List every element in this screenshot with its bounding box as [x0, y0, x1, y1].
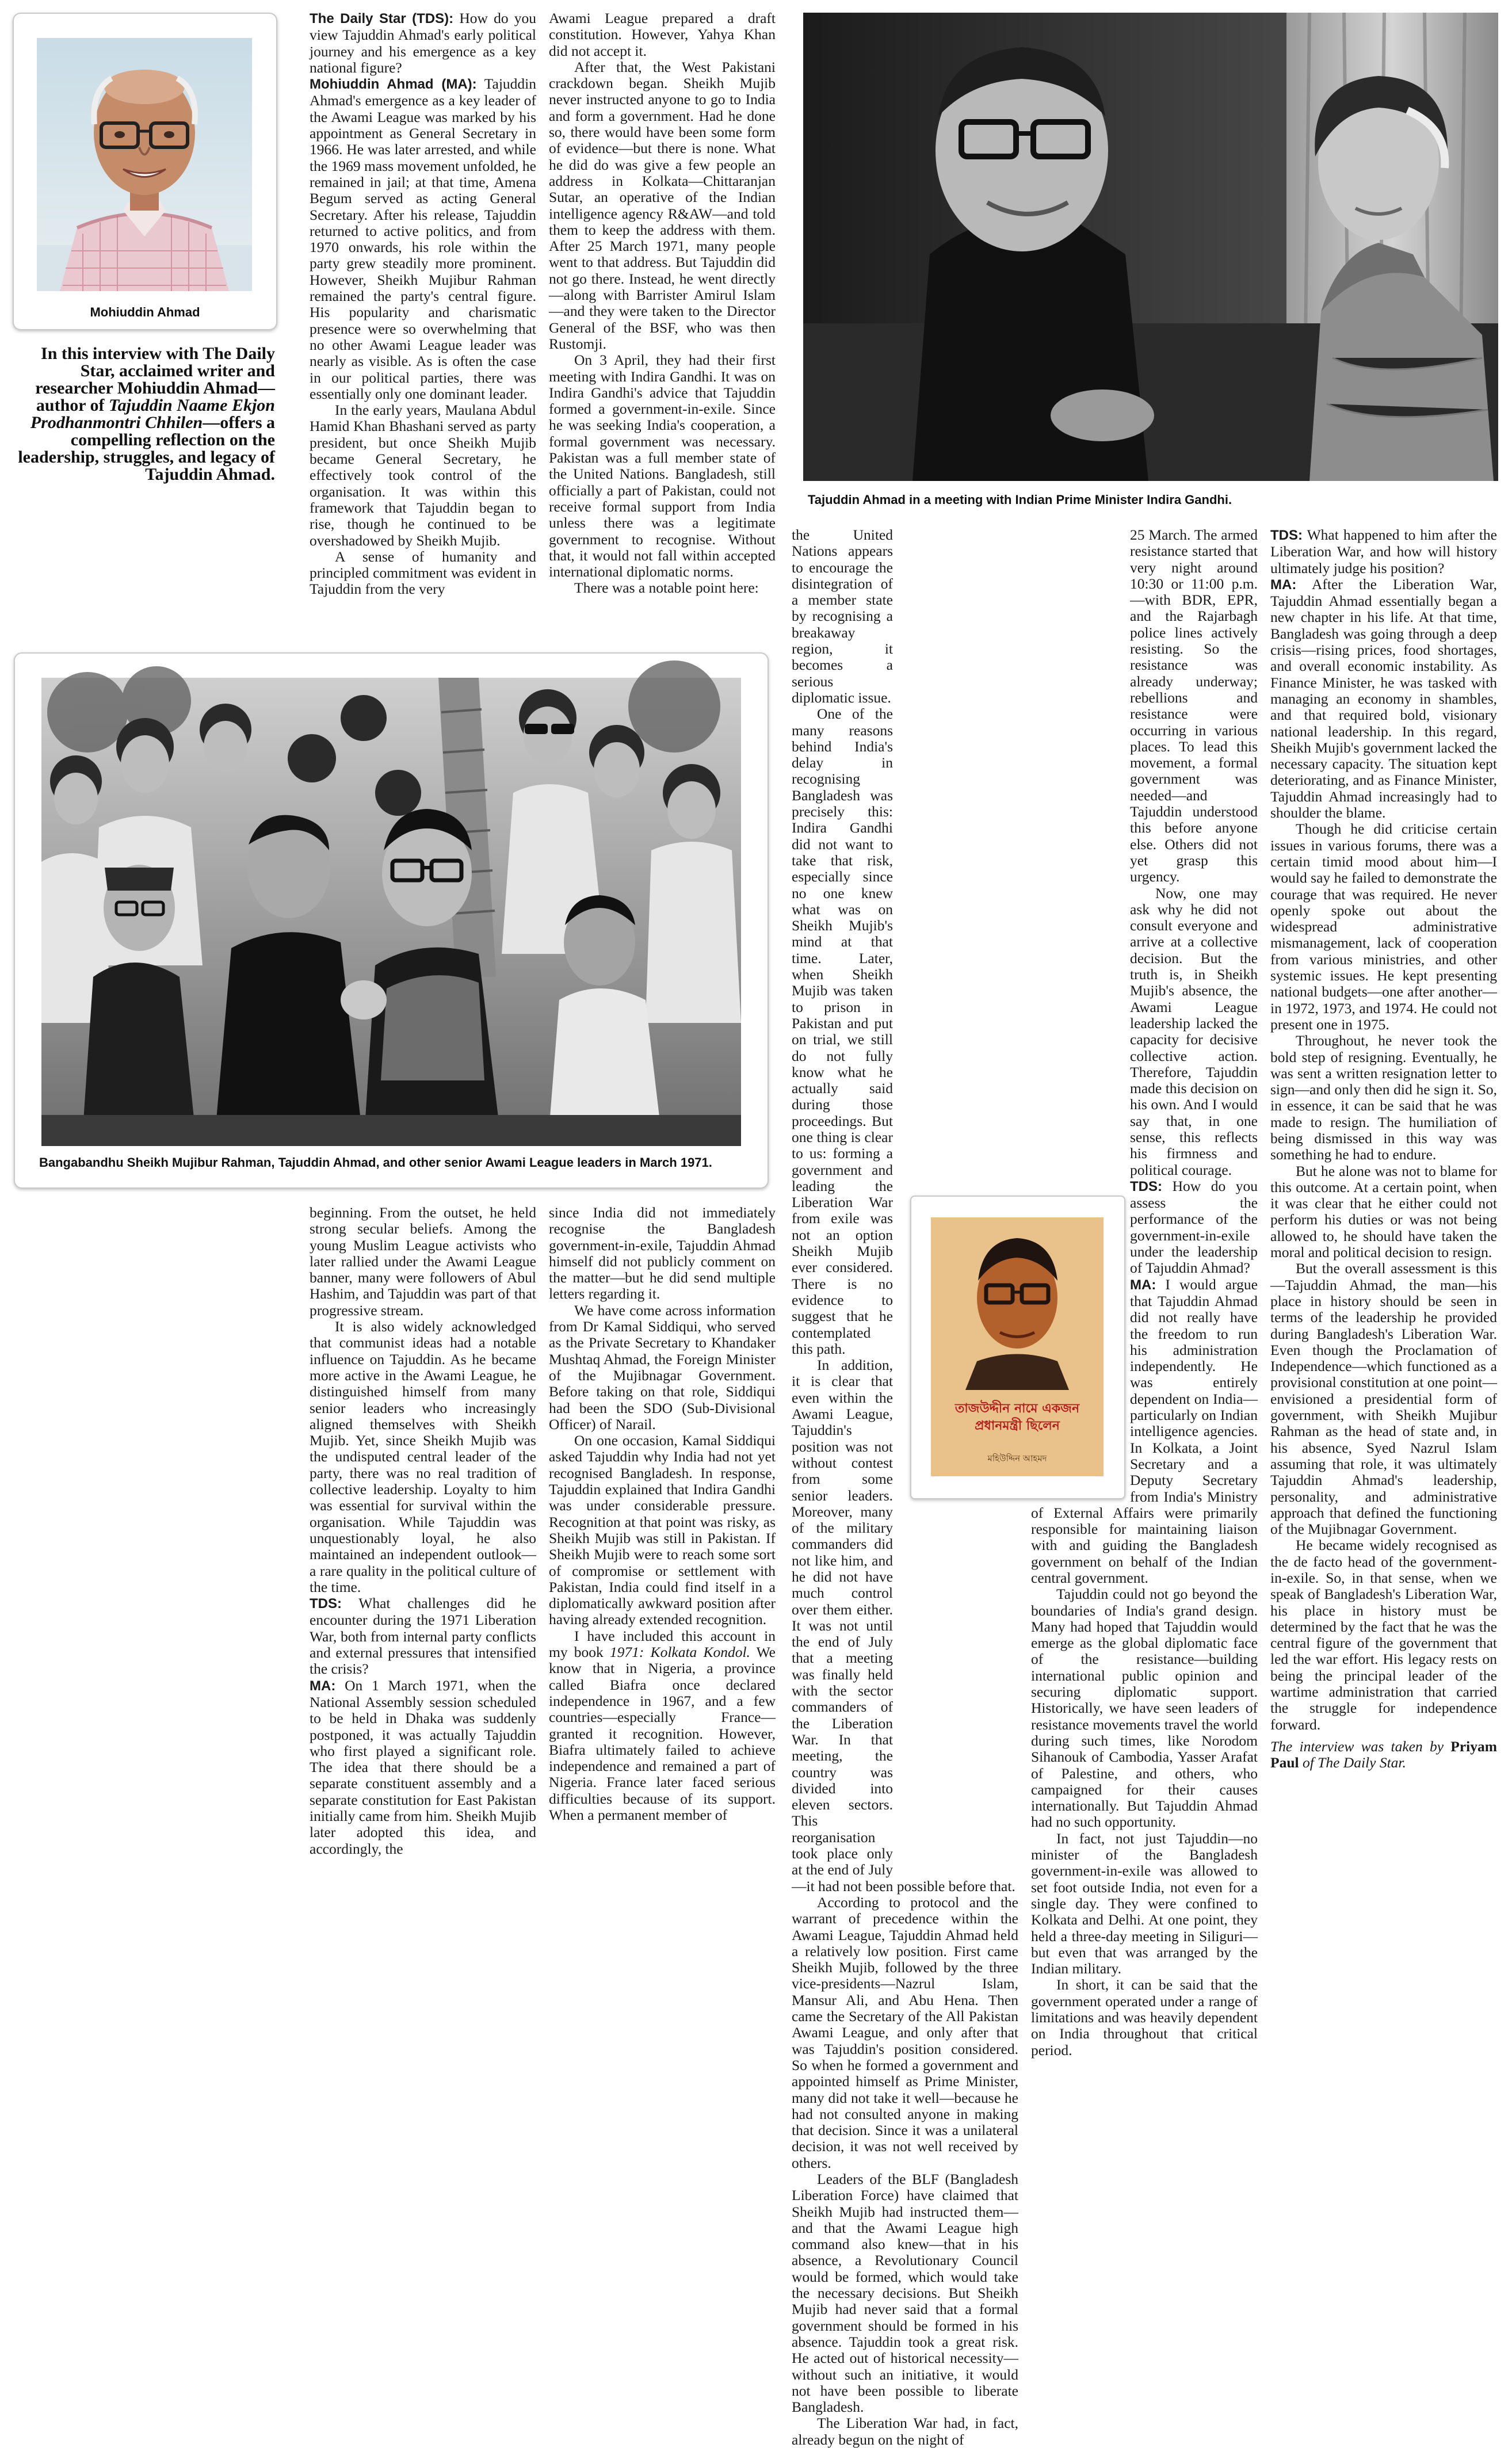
intro-text-before: In this interview with The Daily Star, acclaimed writer and researcher Mohiuddin Ahmad—author of — [35, 344, 275, 415]
col3-p2: One of the many reasons behind India's delay in recognising Bangladesh was precisely this: Indira Gandhi did not want to take that risk, especially since no one knew what was on Sheikh Mujib's mind at that time. Later, when Sheikh Mujib was taken to prison in Pakistan and put on trial, we still do not fully know what he actually said during those proceedings. But one thing is clear to us: forming a government and leading the Liberation War from exile was not an option Sheikh Mujib ever considered. There is no evidence to suggest that he contemplated this path. — [792, 705, 893, 1357]
col2-top-p2: After that, the West Pakistani crackdown began. Sheikh Mujib never instructed anyone to go to India and form a government. Had he done so, there would have been some form of evidence—but there is none. What he did do was give a few people an address in Kolkata—Chittaranjan Sutar, an operative of the Indian intelligence agency R&AW—and told them to keep the address with them. After 25 March 1971, many people went to that address. But Tajuddin did not go there. Instead, he went directly—along with Barrister Amirul Islam—and they were taken to the Director General of the BSF, who was then Rustomji. — [549, 58, 776, 352]
col3-p1: the United Nations appears to encourage the disintegration of a member state by recognising a breakaway region, it becomes a serious diplomatic issue. — [792, 526, 893, 706]
portrait-caption: Mohiuddin Ahmad — [90, 305, 200, 319]
tajuddin-indira-photo — [803, 13, 1498, 481]
intro-text-after: —offers a compelling reflection on the leadership, struggles, and legacy of Tajuddin Ahmad. — [18, 413, 275, 484]
col2-bottom-p4-before: I have included this account in my book — [549, 1627, 776, 1661]
portrait-image — [37, 38, 252, 291]
col2-bottom-p2: We have come across information from Dr Kamal Siddiqui, who served as the Private Secretary to Khandaker Mushtaq Ahmad, the Foreign Minister of the Mujibnagar Government. Before taking on that role, Siddiqui had been the SDO (Sub-Divisional Officer) of Narail. — [549, 1301, 776, 1433]
a4-speaker: MA: — [1270, 576, 1297, 593]
col4-p5: In fact, not just Tajuddin—no minister of the Bangladesh government-in-exile was allowed to set foot outside India, not even for a single day. They were confined to Kolkata and Delhi. At one point, they held a three-day meeting in Siliguri—but even that was arranged by the Indian military. — [1031, 1830, 1258, 1977]
article-col4 — [1031, 526, 1258, 2059]
q1-text: How do you view Tajuddin Ahmad's early political journey and his emergence as a key national figure? — [310, 10, 537, 76]
book-cover-author: মহিউদ্দিন আহমদ — [987, 1453, 1047, 1464]
group-photo-caption: Bangabandhu Sheikh Mujibur Rahman, Tajuddin Ahmad, and other senior Awami League leaders in March 1971. — [39, 1155, 712, 1170]
col4-p2: Now, one may ask why he did not consult everyone and arrive at a collective decision. But the truth is, in Sheikh Mujib's absence, the Awami League leadership lacked the capacity for decisive collective action. Therefore, Tajuddin made this decision on his own. And I would say that, in one sense, this reflects his firmness and political courage. — [1130, 884, 1258, 1178]
col4-p4: Tajuddin could not go beyond the boundaries of India's grand design. Many had hoped that Tajuddin would emerge as the global diplomatic face of the resistance—building international public opinion and securing diplomatic support. Historically, we have seen leaders of resistance movements travel the world during such times, like Norodom Sihanouk of Cambodia, Yasser Arafat of Palestine, and others, who campaigned for their causes internationally. But Tajuddin Ahmad had no such opportunity. — [1031, 1586, 1258, 1831]
a3-text: I would argue that Tajuddin Ahmad did not really have the freedom to run his administration independently. He was entirely dependent on India—particularly on Indian intelligence agencies. In Kolkata, a Joint Secretary and a Deputy Secretary from India's Ministry of External Affairs were primarily responsible for maintaining liaison with and guiding the Bangladesh government on behalf of the Indian central government. — [1031, 1275, 1258, 1586]
q4-speaker: TDS: — [1270, 528, 1303, 543]
intro-text — [7, 345, 275, 483]
col4-p1: 25 March. The armed resistance started that very night around 10:30 or 11:00 p.m.—with BDR, EPR, and the Rajarbagh police lines actively resisting. So the resistance was already underway; rebellions and resistance were occurring in various places. To lead this movement, a formal government was needed—and Tajuddin understood this before anyone else. Others did not yet grasp this urgency. — [1130, 526, 1258, 885]
a3-speaker: MA: — [1130, 1277, 1156, 1293]
col1-bottom-p1: beginning. From the outset, he held strong secular beliefs. Among the young Muslim League activists who later rallied under the Awami League banner, many were followers of Abul Hashim, and Tajuddin was part of that progressive stream. — [310, 1204, 536, 1319]
tajuddin-indira-image — [803, 13, 1498, 481]
a2-speaker: MA: — [310, 1678, 336, 1694]
group-photo-card — [14, 652, 769, 1189]
col3-p3: In addition, it is clear that even within the Awami League, Tajuddin's position was not without contest from some senior leaders. Moreover, many of the military commanders did not like him, and he did not have much control over them either. It was not until the end of July that a meeting was finally held with the sector commanders of the Liberation War. In that meeting, the country was divided into eleven sectors. This reorganisation took place only at the end of July—it had not been possible before that. — [792, 1357, 1015, 1895]
col2-bottom-p4-after: We know that in Nigeria, a province called Biafra once declared independence in 1967, and a few countries—especially France—granted it recognition. However, Biafra ultimately failed to achieve independence and remained a part of Nigeria. France later faced serious difficulties because of its support. When a permanent member of — [549, 1644, 776, 1823]
article-col2-top — [549, 10, 776, 603]
col1-top-p2: In the early years, Maulana Abdul Hamid Khan Bhashani served as party president, but once Sheikh Mujib became General Secretary, he effectively took control of the organisation. It was within this framework that Tajuddin began to rise, though he continued to be overshadowed by Sheikh Mujib. — [310, 402, 536, 549]
col2-bottom-p1: since India did not immediately recognise the Bangladesh government-in-exile, Tajuddin Ahmad himself did not publicly comment on the matter—but he did send multiple letters regarding it. — [549, 1204, 776, 1303]
col5-p6: He became widely recognised as the de facto head of the government-in-exile. So, in that sense, when we speak of Bangladesh's Liberation War, his place in history must be determined by the fact that he was the central figure of the government that led the war effort. His legacy rests on being the principal leader of the wartime administration that carried the struggle for independence forward. — [1270, 1537, 1497, 1733]
col5-p5: But the overall assessment is this—Tajuddin Ahmad, the man—his place in history should be seen in terms of the leadership he provided during Bangladesh's Liberation War. Even though the Proclamation of Independence—which functioned as a provisional constitution at one point—envisioned a presidential form of government, with Sheikh Mujibur Rahman as the head of state and, in his absence, Syed Nazrul Islam assuming that role, it was ultimately Tajuddin Ahmad's leadership, personality, and administrative approach that defined the functioning of the Mujibnagar Government. — [1270, 1260, 1497, 1538]
col2-top-p4: There was a notable point here: — [574, 579, 759, 597]
q1-speaker: The Daily Star (TDS): — [310, 11, 454, 26]
article-col3 — [792, 526, 1018, 2448]
col1-bottom-p2: It is also widely acknowledged that communist ideas had a notable influence on Tajuddin. As he became more active in the Awami League, he distinguished himself from many senior leaders who increasingly aligned themselves with Sheikh Mujib. Yet, since Sheikh Mujib was the undisputed central leader of the party, there was no real tradition of collective leadership. Loyalty to him was essential for survival within the organisation. While Tajuddin was unquestionably loyal, he also maintained an independent outlook—a rare quality in the political culture of the time. — [310, 1318, 536, 1595]
group-image — [41, 678, 741, 1146]
credit-before: The interview was taken by — [1270, 1737, 1444, 1755]
credit-name: Priyam Paul — [1270, 1737, 1497, 1771]
col3-p6: The Liberation War had, in fact, already begun on the night of — [792, 2415, 1018, 2448]
col3-p4: According to protocol and the warrant of precedence within the Awami League, Tajuddin Ahmad held a relatively low position. First came Sheikh Mujib, followed by the three vice-presidents—Nazrul Islam, Mansur Ali, and Abu Hena. Then came the Secretary of the All Pakistan Awami League, and only after that was Tajuddin's position considered. So when he formed a government and appointed himself as Prime Minister, many did not take it well—because he had not consulted anyone in making that decision. Since it was a unilateral decision, it was not well received by others. — [792, 1893, 1018, 2171]
group-photo — [41, 678, 741, 1146]
q2-text: What challenges did he encounter during the 1971 Liberation War, both from internal party conflicts and external pressures that intensified the crisis? — [310, 1595, 536, 1678]
col4-p6: In short, it can be said that the government operated under a range of limitations and was heavily dependent on India throughout that critical period. — [1031, 1976, 1258, 2059]
tajuddin-indira-caption: Tajuddin Ahmad in a meeting with Indian Prime Minister Indira Gandhi. — [808, 492, 1232, 507]
intro-book-title: Tajuddin Naame Ekjon Prodhanmontri Chhilen — [30, 396, 275, 432]
kolkata-kondol-title: 1971: Kolkata Kondol. — [609, 1644, 750, 1661]
col1-top-p3: A sense of humanity and principled commitment was evident in Tajuddin from the very — [310, 548, 536, 598]
portrait-photo — [37, 38, 252, 291]
col5-p2: Though he did criticise certain issues in various forums, there was a certain timid mood about him—I would say he failed to demonstrate the courage that was required. He never openly spoke out about the widespread administrative mismanagement, lack of cooperation from various ministries, and other systemic issues. He kept presenting national budgets—one after another—in 1972, 1973, and 1974. He could not present one in 1975. — [1270, 820, 1497, 1033]
col5-p3: Throughout, he never took the bold step of resigning. Eventually, he was sent a written resignation letter to sign—and only then did he sign it. So, in essence, it can be said that he was made to resign. The humiliation of being dismissed in this way was something he had to endure. — [1270, 1032, 1497, 1163]
a1-text: Tajuddin Ahmad's emergence as a key leader of the Awami League was marked by his appointment as General Secretary in 1966. He was later arrested, and while the 1969 mass movement unfolded, he remained in jail; at that time, Amena Begum served as acting General Secretary. After his release, Tajuddin returned to active politics, and from 1970 onwards, his role within the party grew steadily more prominent. However, Sheikh Mujibur Rahman remained the party's central figure. His popularity and charismatic presence were so overwhelming that no other Awami League leader was nearly as visible. As is often the case in our political parties, there was essentially only one dominant leader. — [310, 75, 537, 402]
col3-p5: Leaders of the BLF (Bangladesh Liberation Force) have claimed that Sheikh Mujib had instructed them—and that the Awami League high command also knew—that in his absence, a Revolutionary Council would be formed, which would take the necessary decisions. But Sheikh Mujib had never said that a formal government should be formed in his absence. Tajuddin took a great risk. He acted out of historical necessity—without such an initiative, it would not have been possible to liberate Bangladesh. — [792, 2170, 1018, 2416]
col2-bottom-p3: On one occasion, Kamal Siddiqui asked Tajuddin why India had not yet recognised Bangladesh. In response, Tajuddin explained that Indira Gandhi was under considerable pressure. Recognition at that point was risky, as Sheikh Mujib was still in Pakistan. If Sheikh Mujib were to reach some sort of compromise or settlement with Pakistan, India could find itself in a diplomatically awkward position after having already extended recognition. — [549, 1432, 776, 1628]
q3-speaker: TDS: — [1130, 1178, 1162, 1194]
q3-text: How do you assess the performance of the government-in-exile under the leadership of Tajuddin Ahmad? — [1130, 1177, 1258, 1277]
col5-p4: But he alone was not to blame for this outcome. At a certain point, when it was clear that he either could not perform his duties or was not being allowed to, he should have taken the moral and political decision to resign. — [1270, 1162, 1497, 1261]
article-col1-bottom — [310, 1205, 536, 1866]
article-col2-bottom — [549, 1205, 776, 1866]
a2-text: On 1 March 1971, when the National Assembly session scheduled to be held in Dhaka was suddenly postponed, it was actually Tajuddin who first played a significant role. The idea that there should be a separate constituent assembly and a separate constitution for East Pakistan initially came from him. Sheikh Mujib later adopted this idea, and accordingly, the — [310, 1676, 537, 1857]
q2-speaker: TDS: — [310, 1596, 342, 1612]
book-cover-title: তাজউদ্দীন নামে একজন প্রধানমন্ত্রী ছিলেন — [954, 1401, 1080, 1433]
col2-top-p3: On 3 April, they had their first meeting with Indira Gandhi. It was on Indira Gandhi's advice that Tajuddin formed a government-in-exile. Since he was seeking India's cooperation, a formal government was necessary. Pakistan was a full member state of the United Nations. Bangladesh, still officially a part of Pakistan, could not receive formal support from India unless there was a legitimate government to recognise. Without that, it would not fall within accepted international diplomatic norms. — [549, 352, 776, 581]
credit-after: of The Daily Star. — [1302, 1754, 1406, 1771]
a4-text: After the Liberation War, Tajuddin Ahmad essentially began a new chapter in his life. At that time, Bangladesh was going through a deep crisis—rising prices, food shortages, and overall economic instability. As Finance Minister, he was tasked with managing an economy in shambles, and that required bold, visionary national leadership. In this regard, Sheikh Mujib's government lacked the necessary capacity. The situation kept deteriorating, and as Finance Minister, Tajuddin Ahmad increasingly had to shoulder the blame. — [1270, 575, 1497, 822]
article-col5 — [1270, 527, 1497, 1866]
col2-top-p1: Awami League prepared a draft constitution. However, Yahya Khan did not accept it. — [549, 10, 776, 59]
article-col1-top — [310, 10, 536, 603]
q4-text: What happened to him after the Liberation War, and how will history ultimately judge his position? — [1270, 526, 1497, 576]
portrait-card — [13, 13, 277, 330]
interview-credit — [1270, 1739, 1497, 1771]
a1-speaker: Mohiuddin Ahmad (MA): — [310, 77, 477, 93]
